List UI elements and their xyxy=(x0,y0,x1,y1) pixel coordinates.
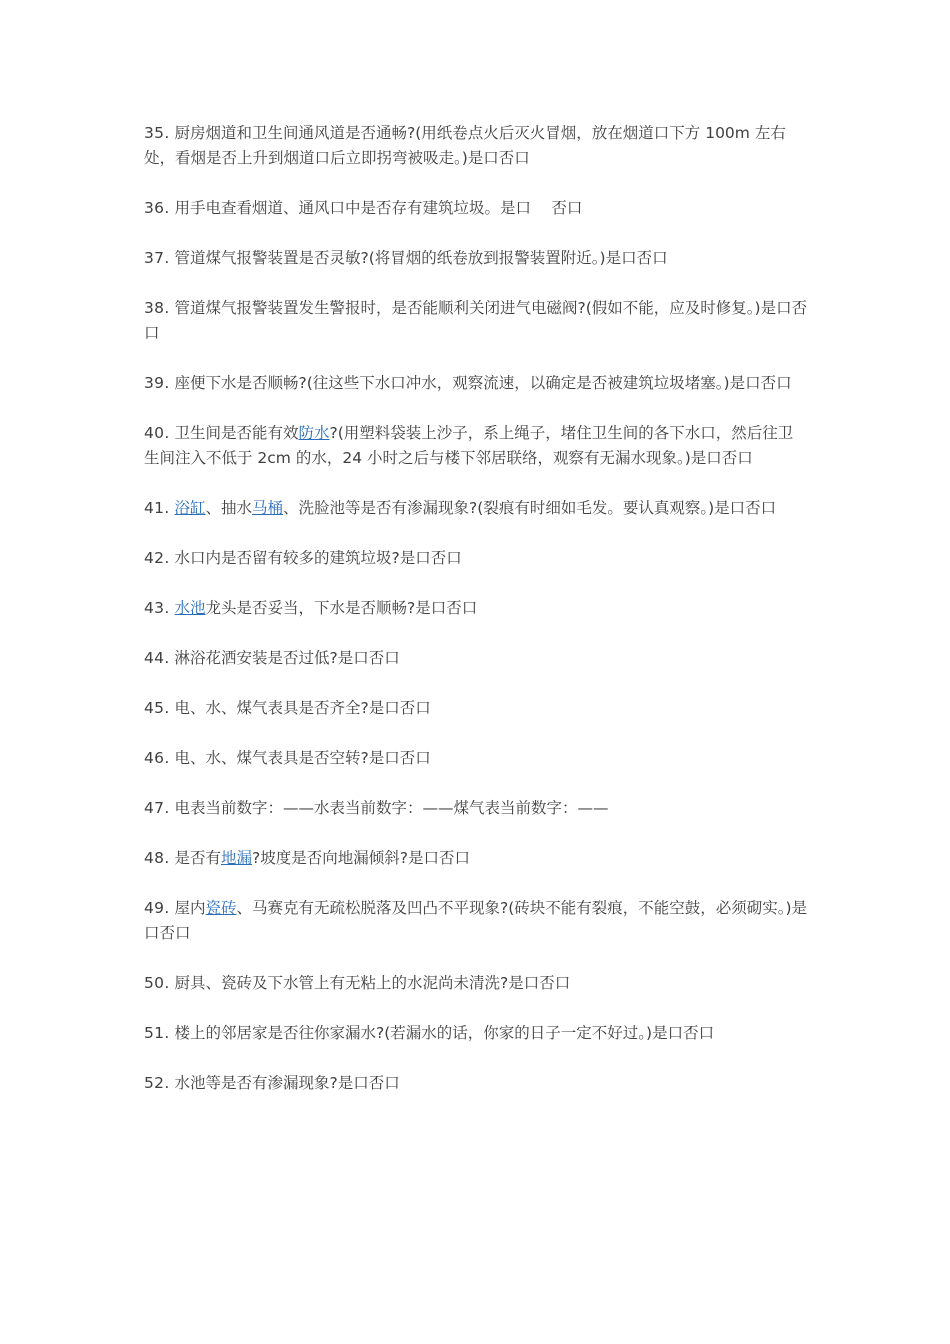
item-number: 44. xyxy=(144,649,170,667)
checklist-item xyxy=(144,846,808,871)
checklist-item xyxy=(144,746,808,771)
checklist-item xyxy=(144,546,808,571)
checklist-item xyxy=(144,121,808,171)
item-number: 47. xyxy=(144,799,170,817)
item-text: 电表当前数字：——水表当前数字：——煤气表当前数字：—— xyxy=(174,799,609,817)
item-text: 屋内 xyxy=(174,899,206,917)
item-number: 51. xyxy=(144,1024,170,1042)
item-number: 35. xyxy=(144,124,170,142)
item-text: 龙头是否妥当，下水是否顺畅?是口否口 xyxy=(205,599,478,617)
item-text: ?坡度是否向地漏倾斜?是口否口 xyxy=(252,849,470,867)
item-text: 水池等是否有渗漏现象?是口否口 xyxy=(174,1074,400,1092)
checklist-item xyxy=(144,1021,808,1046)
item-number: 45. xyxy=(144,699,170,717)
checklist-item xyxy=(144,646,808,671)
checklist-item xyxy=(144,296,808,346)
checklist-item xyxy=(144,496,808,521)
item-number: 41. xyxy=(144,499,170,517)
item-text: 管道煤气报警装置发生警报时，是否能顺利关闭进气电磁阀?(假如不能，应及时修复。)是口否口 xyxy=(144,299,808,342)
document-page xyxy=(144,121,808,1121)
item-number: 50. xyxy=(144,974,170,992)
item-text: 淋浴花洒安装是否过低?是口否口 xyxy=(174,649,400,667)
item-text: 卫生间是否能有效 xyxy=(174,424,299,442)
item-text: 、马赛克有无疏松脱落及凹凸不平现象?(砖块不能有裂痕，不能空鼓，必须砌实。)是口否口 xyxy=(144,899,808,942)
checklist-item xyxy=(144,971,808,996)
item-number: 42. xyxy=(144,549,170,567)
item-number: 38. xyxy=(144,299,170,317)
item-text: 管道煤气报警装置是否灵敏?(将冒烟的纸卷放到报警装置附近。)是口否口 xyxy=(174,249,668,267)
checklist-item xyxy=(144,696,808,721)
item-text: 座便下水是否顺畅?(往这些下水口冲水，观察流速，以确定是否被建筑垃圾堵塞。)是口否口 xyxy=(174,374,792,392)
item-text: 、抽水 xyxy=(205,499,253,517)
checklist-item xyxy=(144,246,808,271)
keyword-link[interactable]: 防水 xyxy=(298,424,330,442)
checklist-item xyxy=(144,371,808,396)
item-text: 、洗脸池等是否有渗漏现象?(裂痕有时细如毛发。要认真观察。)是口否口 xyxy=(283,499,777,517)
item-number: 49. xyxy=(144,899,170,917)
item-number: 37. xyxy=(144,249,170,267)
item-text: 电、水、煤气表具是否空转?是口否口 xyxy=(174,749,431,767)
item-text: 厨具、瓷砖及下水管上有无粘上的水泥尚未清洗?是口否口 xyxy=(174,974,571,992)
item-text: ?(用塑料袋装上沙子，系上绳子，堵住卫生间的各下水口，然后往卫生间注入不低于 2cm 的水，24 小时之后与楼下邻居联络，观察有无漏水现象。)是口否口 xyxy=(144,424,794,467)
item-text: 是否有 xyxy=(174,849,222,867)
item-number: 46. xyxy=(144,749,170,767)
keyword-link[interactable]: 水池 xyxy=(174,599,206,617)
keyword-link[interactable]: 地漏 xyxy=(221,849,253,867)
keyword-link[interactable]: 马桶 xyxy=(252,499,284,517)
item-number: 43. xyxy=(144,599,170,617)
item-text: 用手电查看烟道、通风口中是否存有建筑垃圾。是口 否口 xyxy=(174,199,583,217)
item-text: 楼上的邻居家是否往你家漏水?(若漏水的话，你家的日子一定不好过。)是口否口 xyxy=(174,1024,715,1042)
checklist-item xyxy=(144,196,808,221)
item-text: 厨房烟道和卫生间通风道是否通畅?(用纸卷点火后灭火冒烟，放在烟道口下方 100m 左右处，看烟是否上升到烟道口后立即拐弯被吸走。)是口否口 xyxy=(144,124,786,167)
checklist-item xyxy=(144,1071,808,1096)
checklist-item xyxy=(144,596,808,621)
keyword-link[interactable]: 瓷砖 xyxy=(205,899,237,917)
item-number: 40. xyxy=(144,424,170,442)
item-text: 水口内是否留有较多的建筑垃圾?是口否口 xyxy=(174,549,462,567)
item-number: 36. xyxy=(144,199,170,217)
checklist-item xyxy=(144,796,808,821)
item-number: 39. xyxy=(144,374,170,392)
item-number: 48. xyxy=(144,849,170,867)
checklist-item xyxy=(144,896,808,946)
checklist-item xyxy=(144,421,808,471)
item-number: 52. xyxy=(144,1074,170,1092)
item-text: 电、水、煤气表具是否齐全?是口否口 xyxy=(174,699,431,717)
keyword-link[interactable]: 浴缸 xyxy=(174,499,206,517)
